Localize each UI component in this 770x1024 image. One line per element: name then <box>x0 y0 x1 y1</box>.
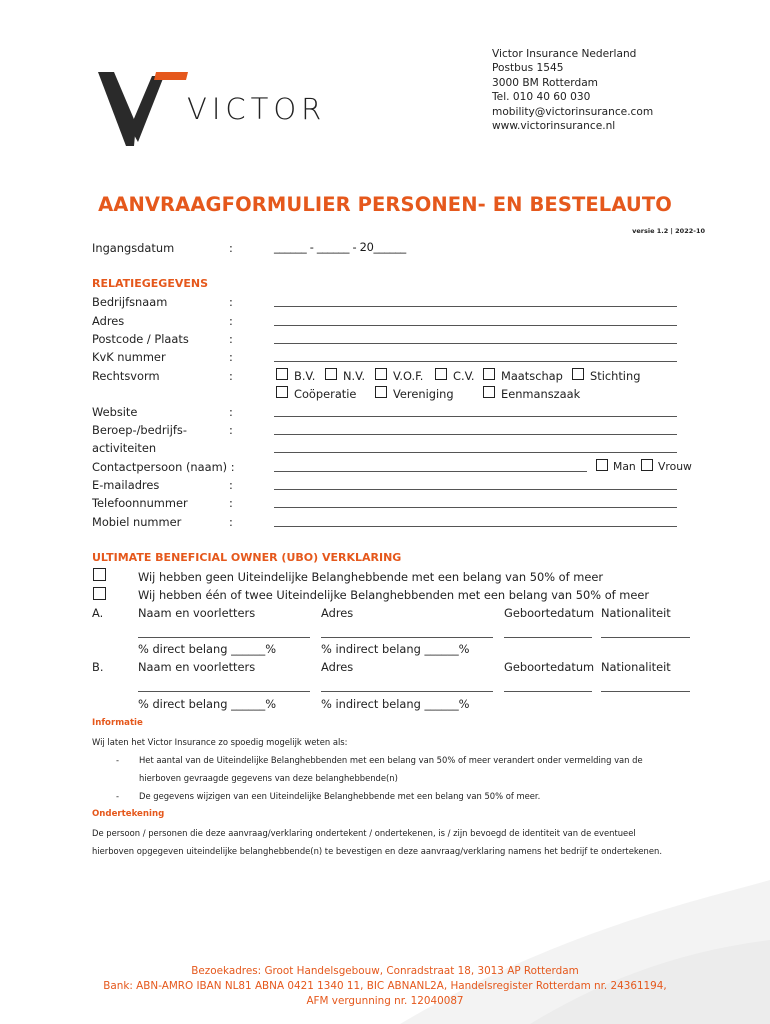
option-stichting-label: Stichting <box>590 369 641 383</box>
person-b-letter: B. <box>92 660 104 674</box>
person-a-letter: A. <box>92 606 104 620</box>
website-label: Website <box>92 405 138 419</box>
bullet-1-dash: - <box>116 755 120 765</box>
page-title: AANVRAAGFORMULIER PERSONEN- EN BESTELAUTO <box>98 193 672 216</box>
person-a-nationality-field[interactable] <box>601 637 690 638</box>
checkbox-vrouw[interactable] <box>641 459 653 471</box>
postcode-field[interactable] <box>274 343 677 344</box>
person-b-dob-label: Geboortedatum <box>504 660 595 674</box>
website-colon: : <box>229 405 233 419</box>
bullet-2-dash: - <box>116 791 120 801</box>
person-a-nationality-label: Nationaliteit <box>601 606 671 620</box>
person-a-name-label: Naam en voorletters <box>138 606 256 620</box>
checkbox-ubo-none[interactable] <box>93 568 106 581</box>
address-phone: Tel. 010 40 60 030 <box>492 91 591 104</box>
person-a-dob-field[interactable] <box>504 637 592 638</box>
ingangsdatum-field[interactable]: ______ - ______ - 20______ <box>274 240 406 254</box>
option-cooperatie-label: Coöperatie <box>294 387 357 401</box>
email-label: E-mailadres <box>92 478 160 492</box>
footer-line-2: Bank: ABN-AMRO IBAN NL81 ABNA 0421 1340 11, BIC ABNANL2A, Handelsregister Rotterdam nr. 24361194, <box>103 980 667 992</box>
kvk-label: KvK nummer <box>92 350 166 364</box>
option-eenmanszaak-label: Eenmanszaak <box>501 387 581 401</box>
option-vrouw-label: Vrouw <box>658 460 692 473</box>
option-maatschap-label: Maatschap <box>501 369 563 383</box>
bullet-2-text: De gegevens wijzigen van een Uiteindelijke Belanghebbende met een belang van 50% of meer. <box>139 791 541 801</box>
checkbox-vof[interactable] <box>375 368 387 380</box>
mobiel-colon: : <box>229 515 233 529</box>
footer <box>0 964 770 1009</box>
checkbox-stichting[interactable] <box>572 368 584 380</box>
ubo-heading: ULTIMATE BENEFICIAL OWNER (UBO) VERKLARING <box>92 551 402 564</box>
person-a-name-field[interactable] <box>138 637 310 638</box>
contactpersoon-field[interactable] <box>274 471 587 472</box>
person-b-indirect-field[interactable]: % indirect belang ______% <box>321 697 470 711</box>
bedrijfsnaam-colon: : <box>229 295 233 309</box>
option-nv-label: N.V. <box>343 369 366 383</box>
adres-field[interactable] <box>274 325 677 326</box>
person-b-address-label: Adres <box>321 660 354 674</box>
kvk-colon: : <box>229 350 233 364</box>
address-website[interactable]: www.victorinsurance.nl <box>492 120 616 133</box>
address-email[interactable]: mobility@victorinsurance.com <box>492 105 654 118</box>
rechtsvorm-colon: : <box>229 369 233 383</box>
ondertekening-line-1: De persoon / personen die deze aanvraag/verklaring ondertekent / ondertekenen, is / zijn bevoegd de identiteit van de eventueel <box>92 828 636 838</box>
adres-colon: : <box>229 314 233 328</box>
contactpersoon-label: Contactpersoon (naam) : <box>92 460 235 474</box>
informatie-intro: Wij laten het Victor Insurance zo spoedig mogelijk weten als: <box>92 737 348 747</box>
checkbox-cv[interactable] <box>435 368 447 380</box>
address-city: 3000 BM Rotterdam <box>492 76 598 89</box>
ubo-statement-1: Wij hebben geen Uiteindelijke Belanghebbende met een belang van 50% of meer <box>138 570 604 584</box>
telefoon-field[interactable] <box>274 507 677 508</box>
activiteiten-field[interactable] <box>274 452 677 453</box>
postcode-colon: : <box>229 332 233 346</box>
person-b-nationality-field[interactable] <box>601 691 690 692</box>
person-a-address-label: Adres <box>321 606 354 620</box>
checkbox-bv[interactable] <box>276 368 288 380</box>
option-cv-label: C.V. <box>453 369 475 383</box>
postcode-label: Postcode / Plaats <box>92 332 189 346</box>
person-b-name-field[interactable] <box>138 691 310 692</box>
person-b-dob-field[interactable] <box>504 691 592 692</box>
rechtsvorm-label: Rechtsvorm <box>92 369 160 383</box>
person-a-dob-label: Geboortedatum <box>504 606 595 620</box>
address-postbus: Postbus 1545 <box>492 62 564 75</box>
person-a-address-field[interactable] <box>321 637 493 638</box>
kvk-field[interactable] <box>274 361 677 362</box>
logo-wordmark: VICTOR <box>187 92 327 126</box>
mobiel-label: Mobiel nummer <box>92 515 182 529</box>
informatie-heading: Informatie <box>92 718 143 728</box>
mobiel-field[interactable] <box>274 526 677 527</box>
beroep-label: Beroep-/bedrijfs- <box>92 423 187 437</box>
option-vof-label: V.O.F. <box>393 369 424 383</box>
checkbox-ubo-some[interactable] <box>93 587 106 600</box>
person-b-nationality-label: Nationaliteit <box>601 660 671 674</box>
telefoon-label: Telefoonnummer <box>92 496 188 510</box>
checkbox-nv[interactable] <box>325 368 337 380</box>
person-b-direct-field[interactable]: % direct belang ______% <box>138 697 277 711</box>
bedrijfsnaam-field[interactable] <box>274 306 677 307</box>
email-colon: : <box>229 478 233 492</box>
email-field[interactable] <box>274 489 677 490</box>
checkbox-vereniging[interactable] <box>375 386 387 398</box>
address-company: Victor Insurance Nederland <box>492 48 637 60</box>
relatie-heading: RELATIEGEGEVENS <box>92 277 209 290</box>
checkbox-man[interactable] <box>596 459 608 471</box>
version-label: versie 1.2 | 2022-10 <box>632 227 705 235</box>
option-man-label: Man <box>613 460 636 473</box>
person-b-name-label: Naam en voorletters <box>138 660 256 674</box>
checkbox-cooperatie[interactable] <box>276 386 288 398</box>
person-a-indirect-field[interactable]: % indirect belang ______% <box>321 642 470 656</box>
beroep-field[interactable] <box>274 434 677 435</box>
company-address <box>492 47 653 133</box>
website-field[interactable] <box>274 416 677 417</box>
activiteiten-label: activiteiten <box>92 441 157 455</box>
person-b-address-field[interactable] <box>321 691 493 692</box>
ondertekening-line-2: hierboven opgegeven uiteindelijke belanghebbende(n) te bevestigen en deze aanvraag/verklaring namens het bedrijf te ondertekenen. <box>92 846 662 856</box>
adres-label: Adres <box>92 314 125 328</box>
checkbox-eenmanszaak[interactable] <box>483 386 495 398</box>
checkbox-maatschap[interactable] <box>483 368 495 380</box>
ondertekening-heading: Ondertekening <box>92 809 165 819</box>
ingangsdatum-colon: : <box>229 241 233 255</box>
option-vereniging-label: Vereniging <box>393 387 454 401</box>
bullet-1-line-2: hierboven gevraagde gegevens van deze belanghebbende(n) <box>139 773 398 783</box>
bullet-1-line-1: Het aantal van de Uiteindelijke Belanghebbenden met een belang van 50% of meer verandert onder vermelding van de <box>139 755 643 765</box>
victor-logo-icon <box>94 68 194 148</box>
ingangsdatum-label: Ingangsdatum <box>92 241 175 255</box>
person-a-direct-field[interactable]: % direct belang ______% <box>138 642 277 656</box>
bedrijfsnaam-label: Bedrijfsnaam <box>92 295 168 309</box>
telefoon-colon: : <box>229 496 233 510</box>
option-bv-label: B.V. <box>294 369 316 383</box>
ubo-statement-2: Wij hebben één of twee Uiteindelijke Belanghebbenden met een belang van 50% of meer <box>138 588 650 602</box>
footer-line-3: AFM vergunning nr. 12040087 <box>306 995 464 1007</box>
beroep-colon: : <box>229 423 233 437</box>
footer-line-1: Bezoekadres: Groot Handelsgebouw, Conradstraat 18, 3013 AP Rotterdam <box>191 965 579 977</box>
